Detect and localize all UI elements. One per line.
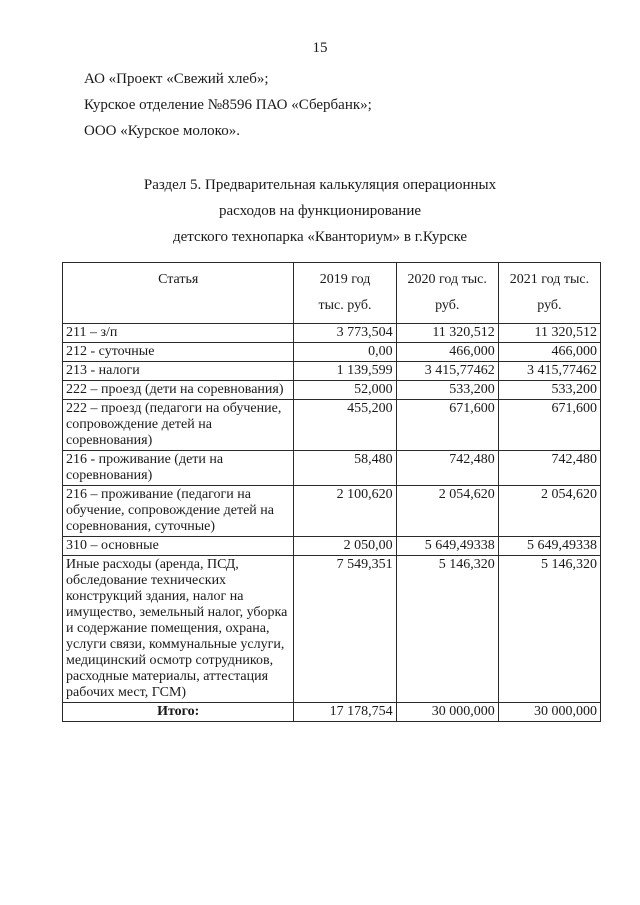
header-2021-line: руб.	[537, 298, 562, 313]
row-value-2019: 2 100,620	[294, 486, 396, 537]
table-row	[63, 451, 601, 486]
row-value-2020: 5 649,49338	[396, 537, 498, 556]
partner-item: АО «Проект «Свежий хлеб»;	[84, 71, 269, 87]
table-row	[63, 556, 601, 703]
row-item: Иные расходы (аренда, ПСД, обследование технических конструкций здания, налог на имущество, земельный налог, уборка и содержание помещения, охрана, услуги связи, коммунальные услуги, медицинский осмотр сотрудников, расходные материалы, аттестация рабочих мест, ГСМ)	[63, 556, 294, 703]
table-row	[63, 343, 601, 362]
partner-item: Курское отделение №8596 ПАО «Сбербанк»;	[84, 97, 372, 113]
row-item: 222 – проезд (дети на соревнования)	[63, 381, 294, 400]
row-value-2021: 2 054,620	[498, 486, 600, 537]
header-2020-line: руб.	[435, 298, 460, 313]
table-row	[63, 400, 601, 451]
header-item-label: Статья	[158, 272, 199, 287]
row-value-2019: 58,480	[294, 451, 396, 486]
row-value-2019: 455,200	[294, 400, 396, 451]
row-value-2020: 2 054,620	[396, 486, 498, 537]
row-value-2020: 11 320,512	[396, 324, 498, 343]
row-value-2021: 3 415,77462	[498, 362, 600, 381]
header-2021	[498, 263, 600, 324]
section-title	[0, 172, 640, 250]
table-row	[63, 486, 601, 537]
total-value-2019: 17 178,754	[294, 703, 396, 722]
partners-list	[84, 66, 604, 144]
partner-item: ООО «Курское молоко».	[84, 123, 240, 139]
row-item: 211 – з/п	[63, 324, 294, 343]
row-item: 213 - налоги	[63, 362, 294, 381]
header-2020	[396, 263, 498, 324]
table-row	[63, 537, 601, 556]
header-2021-line: 2021 год тыс.	[509, 272, 590, 287]
row-item: 216 - проживание (дети на соревнования)	[63, 451, 294, 486]
row-item: 310 – основные	[63, 537, 294, 556]
row-value-2019: 2 050,00	[294, 537, 396, 556]
row-value-2020: 671,600	[396, 400, 498, 451]
row-value-2020: 5 146,320	[396, 556, 498, 703]
row-value-2019: 52,000	[294, 381, 396, 400]
total-label: Итого:	[63, 703, 294, 722]
table-header-row	[63, 263, 601, 324]
section-title-line: расходов на функционирование	[218, 203, 422, 219]
total-value-2021: 30 000,000	[498, 703, 600, 722]
row-value-2020: 742,480	[396, 451, 498, 486]
row-value-2021: 466,000	[498, 343, 600, 362]
total-value-2020: 30 000,000	[396, 703, 498, 722]
header-2019-line: тыс. руб.	[318, 298, 372, 313]
row-value-2019: 1 139,599	[294, 362, 396, 381]
row-value-2021: 5 146,320	[498, 556, 600, 703]
row-value-2020: 3 415,77462	[396, 362, 498, 381]
row-value-2020: 533,200	[396, 381, 498, 400]
header-2019-line: 2019 год	[319, 272, 371, 287]
row-item: 212 - суточные	[63, 343, 294, 362]
expense-table	[62, 262, 601, 722]
row-value-2019: 7 549,351	[294, 556, 396, 703]
table-row	[63, 324, 601, 343]
header-item	[63, 263, 294, 324]
row-value-2021: 671,600	[498, 400, 600, 451]
table-row	[63, 362, 601, 381]
header-2020-line: 2020 год тыс.	[407, 272, 487, 287]
row-item: 216 – проживание (педагоги на обучение, сопровождение детей на соревнования, суточные)	[63, 486, 294, 537]
section-title-line: Раздел 5. Предварительная калькуляция операционных	[143, 177, 497, 193]
row-value-2021: 533,200	[498, 381, 600, 400]
row-value-2021: 11 320,512	[498, 324, 600, 343]
row-value-2019: 0,00	[294, 343, 396, 362]
table-total-row	[63, 703, 601, 722]
page-number: 15	[312, 40, 328, 56]
row-value-2019: 3 773,504	[294, 324, 396, 343]
row-value-2020: 466,000	[396, 343, 498, 362]
header-2019	[294, 263, 396, 324]
table-row	[63, 381, 601, 400]
row-item: 222 – проезд (педагоги на обучение, сопровождение детей на соревнования)	[63, 400, 294, 451]
row-value-2021: 742,480	[498, 451, 600, 486]
section-title-line: детского технопарка «Кванториум» в г.Курске	[172, 229, 468, 245]
row-value-2021: 5 649,49338	[498, 537, 600, 556]
